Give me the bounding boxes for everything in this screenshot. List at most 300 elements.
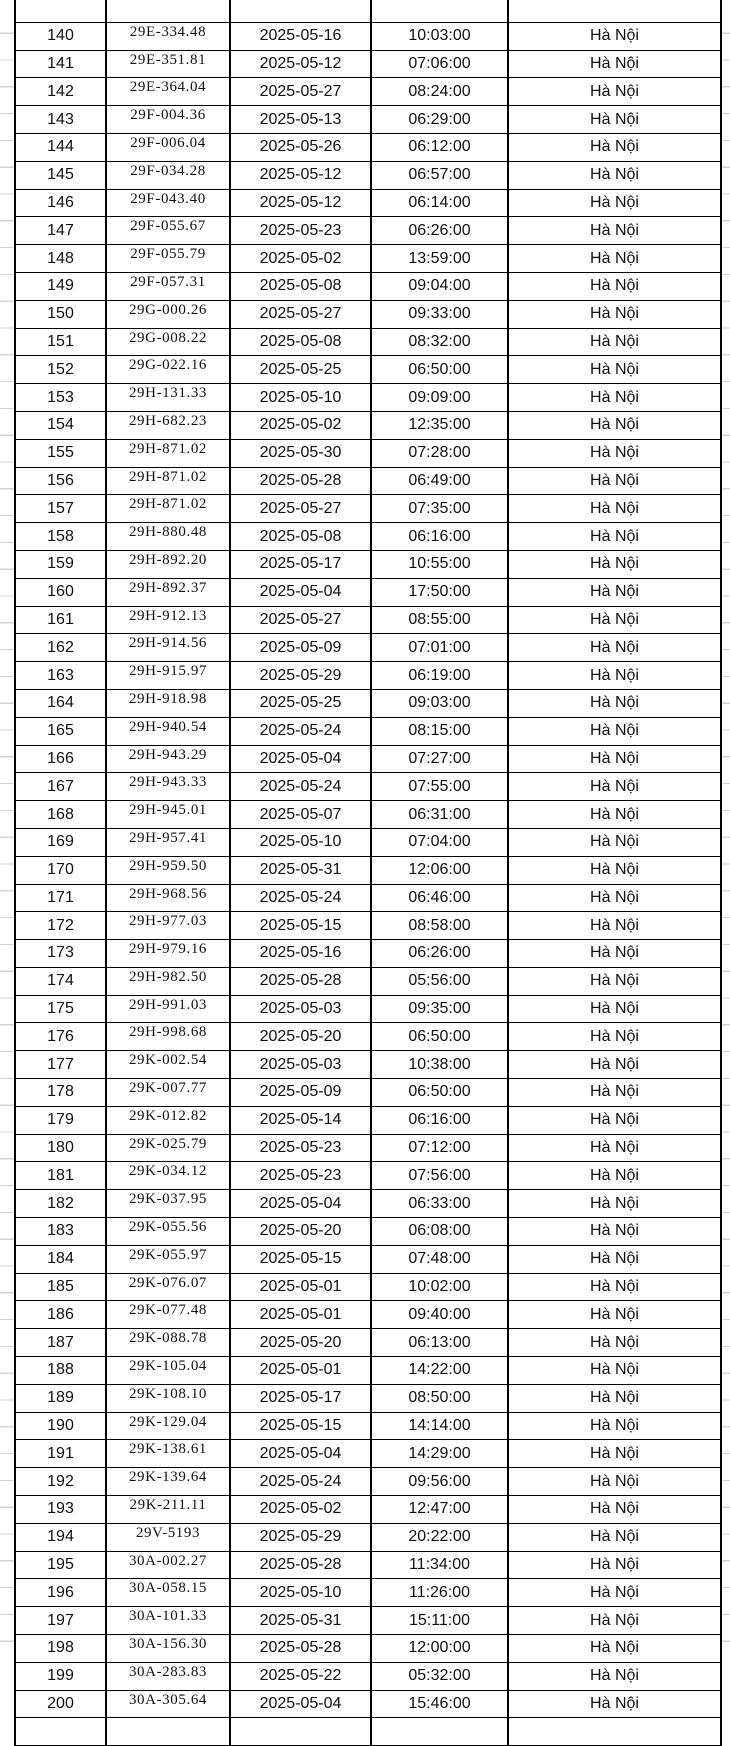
date-cell[interactable]: 2025-05-28 bbox=[230, 467, 371, 495]
row-number-cell[interactable]: 159 bbox=[15, 550, 106, 578]
time-cell[interactable]: 06:12:00 bbox=[371, 133, 508, 161]
date-cell[interactable] bbox=[230, 0, 371, 22]
plate-cell[interactable]: 29H-959.50 bbox=[106, 856, 230, 884]
time-cell[interactable]: 06:29:00 bbox=[371, 106, 508, 134]
row-number-cell[interactable]: 151 bbox=[15, 328, 106, 356]
date-cell[interactable]: 2025-05-17 bbox=[230, 550, 371, 578]
row-number-cell[interactable]: 145 bbox=[15, 161, 106, 189]
location-cell[interactable]: Hà Nội bbox=[508, 300, 721, 328]
date-cell[interactable]: 2025-05-09 bbox=[230, 1079, 371, 1107]
date-cell[interactable]: 2025-05-27 bbox=[230, 300, 371, 328]
row-number-cell[interactable]: 150 bbox=[15, 300, 106, 328]
row-number-cell[interactable]: 165 bbox=[15, 717, 106, 745]
location-cell[interactable] bbox=[508, 0, 721, 22]
location-cell[interactable]: Hà Nội bbox=[508, 940, 721, 968]
date-cell[interactable]: 2025-05-04 bbox=[230, 1690, 371, 1718]
time-cell[interactable]: 06:57:00 bbox=[371, 161, 508, 189]
date-cell[interactable]: 2025-05-28 bbox=[230, 967, 371, 995]
date-cell[interactable]: 2025-05-08 bbox=[230, 272, 371, 300]
row-number-cell[interactable]: 166 bbox=[15, 745, 106, 773]
location-cell[interactable]: Hà Nội bbox=[508, 801, 721, 829]
location-cell[interactable]: Hà Nội bbox=[508, 1496, 721, 1524]
row-number-cell[interactable]: 189 bbox=[15, 1384, 106, 1412]
plate-cell[interactable] bbox=[106, 1718, 230, 1746]
date-cell[interactable]: 2025-05-24 bbox=[230, 1468, 371, 1496]
date-cell[interactable]: 2025-05-02 bbox=[230, 411, 371, 439]
date-cell[interactable]: 2025-05-29 bbox=[230, 662, 371, 690]
date-cell[interactable]: 2025-05-29 bbox=[230, 1523, 371, 1551]
plate-cell[interactable]: 29H-914.56 bbox=[106, 634, 230, 662]
time-cell[interactable]: 08:55:00 bbox=[371, 606, 508, 634]
plate-cell[interactable]: 29H-880.48 bbox=[106, 523, 230, 551]
plate-cell[interactable]: 29H-982.50 bbox=[106, 967, 230, 995]
plate-cell[interactable]: 29H-682.23 bbox=[106, 411, 230, 439]
plate-cell[interactable]: 29G-008.22 bbox=[106, 328, 230, 356]
time-cell[interactable]: 06:14:00 bbox=[371, 189, 508, 217]
date-cell[interactable]: 2025-05-20 bbox=[230, 1023, 371, 1051]
row-number-cell[interactable]: 157 bbox=[15, 495, 106, 523]
location-cell[interactable]: Hà Nội bbox=[508, 245, 721, 273]
date-cell[interactable]: 2025-05-01 bbox=[230, 1357, 371, 1385]
location-cell[interactable]: Hà Nội bbox=[508, 1106, 721, 1134]
location-cell[interactable]: Hà Nội bbox=[508, 106, 721, 134]
time-cell[interactable]: 12:06:00 bbox=[371, 856, 508, 884]
location-cell[interactable]: Hà Nội bbox=[508, 1551, 721, 1579]
row-number-cell[interactable]: 172 bbox=[15, 912, 106, 940]
plate-cell[interactable]: 29K-025.79 bbox=[106, 1134, 230, 1162]
row-number-cell[interactable]: 142 bbox=[15, 78, 106, 106]
date-cell[interactable]: 2025-05-13 bbox=[230, 106, 371, 134]
time-cell[interactable]: 10:02:00 bbox=[371, 1273, 508, 1301]
row-number-cell[interactable]: 198 bbox=[15, 1635, 106, 1663]
location-cell[interactable]: Hà Nội bbox=[508, 578, 721, 606]
date-cell[interactable]: 2025-05-24 bbox=[230, 717, 371, 745]
time-cell[interactable]: 07:35:00 bbox=[371, 495, 508, 523]
row-number-cell[interactable]: 185 bbox=[15, 1273, 106, 1301]
time-cell[interactable]: 07:56:00 bbox=[371, 1162, 508, 1190]
time-cell[interactable]: 09:33:00 bbox=[371, 300, 508, 328]
row-number-cell[interactable]: 184 bbox=[15, 1245, 106, 1273]
time-cell[interactable]: 12:47:00 bbox=[371, 1496, 508, 1524]
location-cell[interactable]: Hà Nội bbox=[508, 1579, 721, 1607]
location-cell[interactable]: Hà Nội bbox=[508, 189, 721, 217]
row-number-cell[interactable]: 180 bbox=[15, 1134, 106, 1162]
location-cell[interactable]: Hà Nội bbox=[508, 1523, 721, 1551]
row-number-cell[interactable]: 146 bbox=[15, 189, 106, 217]
time-cell[interactable]: 10:38:00 bbox=[371, 1051, 508, 1079]
date-cell[interactable]: 2025-05-23 bbox=[230, 217, 371, 245]
plate-cell[interactable]: 29K-007.77 bbox=[106, 1079, 230, 1107]
plate-cell[interactable]: 29H-968.56 bbox=[106, 884, 230, 912]
row-number-cell[interactable]: 199 bbox=[15, 1662, 106, 1690]
date-cell[interactable]: 2025-05-12 bbox=[230, 161, 371, 189]
plate-cell[interactable]: 30A-283.83 bbox=[106, 1662, 230, 1690]
date-cell[interactable]: 2025-05-08 bbox=[230, 328, 371, 356]
plate-cell[interactable]: 29H-979.16 bbox=[106, 940, 230, 968]
date-cell[interactable]: 2025-05-25 bbox=[230, 689, 371, 717]
row-number-cell[interactable] bbox=[15, 0, 106, 22]
plate-cell[interactable]: 29H-943.33 bbox=[106, 773, 230, 801]
date-cell[interactable]: 2025-05-16 bbox=[230, 22, 371, 50]
location-cell[interactable]: Hà Nội bbox=[508, 1190, 721, 1218]
time-cell[interactable]: 08:58:00 bbox=[371, 912, 508, 940]
row-number-cell[interactable]: 196 bbox=[15, 1579, 106, 1607]
plate-cell[interactable]: 29K-012.82 bbox=[106, 1106, 230, 1134]
row-number-cell[interactable]: 193 bbox=[15, 1496, 106, 1524]
time-cell[interactable]: 06:31:00 bbox=[371, 801, 508, 829]
row-number-cell[interactable]: 176 bbox=[15, 1023, 106, 1051]
date-cell[interactable]: 2025-05-15 bbox=[230, 1245, 371, 1273]
location-cell[interactable]: Hà Nội bbox=[508, 467, 721, 495]
time-cell[interactable]: 15:46:00 bbox=[371, 1690, 508, 1718]
date-cell[interactable]: 2025-05-12 bbox=[230, 50, 371, 78]
plate-cell[interactable]: 29G-000.26 bbox=[106, 300, 230, 328]
time-cell[interactable]: 07:04:00 bbox=[371, 828, 508, 856]
location-cell[interactable]: Hà Nội bbox=[508, 1690, 721, 1718]
row-number-cell[interactable]: 148 bbox=[15, 245, 106, 273]
plate-cell[interactable] bbox=[106, 0, 230, 22]
time-cell[interactable]: 06:26:00 bbox=[371, 940, 508, 968]
time-cell[interactable]: 14:22:00 bbox=[371, 1357, 508, 1385]
plate-cell[interactable]: 29K-108.10 bbox=[106, 1384, 230, 1412]
row-number-cell[interactable]: 147 bbox=[15, 217, 106, 245]
date-cell[interactable]: 2025-05-09 bbox=[230, 634, 371, 662]
plate-cell[interactable]: 29K-139.64 bbox=[106, 1468, 230, 1496]
time-cell[interactable] bbox=[371, 1718, 508, 1746]
location-cell[interactable]: Hà Nội bbox=[508, 78, 721, 106]
date-cell[interactable]: 2025-05-20 bbox=[230, 1329, 371, 1357]
plate-cell[interactable]: 29K-055.97 bbox=[106, 1245, 230, 1273]
date-cell[interactable]: 2025-05-03 bbox=[230, 1051, 371, 1079]
plate-cell[interactable]: 29H-940.54 bbox=[106, 717, 230, 745]
location-cell[interactable]: Hà Nội bbox=[508, 1273, 721, 1301]
row-number-cell[interactable]: 181 bbox=[15, 1162, 106, 1190]
time-cell[interactable]: 06:49:00 bbox=[371, 467, 508, 495]
time-cell[interactable]: 06:46:00 bbox=[371, 884, 508, 912]
location-cell[interactable] bbox=[508, 1718, 721, 1746]
location-cell[interactable]: Hà Nội bbox=[508, 773, 721, 801]
time-cell[interactable]: 09:09:00 bbox=[371, 384, 508, 412]
time-cell[interactable]: 17:50:00 bbox=[371, 578, 508, 606]
plate-cell[interactable]: 29K-076.07 bbox=[106, 1273, 230, 1301]
row-number-cell[interactable]: 179 bbox=[15, 1106, 106, 1134]
row-number-cell[interactable]: 161 bbox=[15, 606, 106, 634]
date-cell[interactable]: 2025-05-27 bbox=[230, 606, 371, 634]
location-cell[interactable]: Hà Nội bbox=[508, 1162, 721, 1190]
plate-cell[interactable]: 29H-998.68 bbox=[106, 1023, 230, 1051]
location-cell[interactable]: Hà Nội bbox=[508, 662, 721, 690]
row-number-cell[interactable]: 141 bbox=[15, 50, 106, 78]
time-cell[interactable]: 06:08:00 bbox=[371, 1218, 508, 1246]
plate-cell[interactable]: 29H-871.02 bbox=[106, 467, 230, 495]
date-cell[interactable]: 2025-05-28 bbox=[230, 1551, 371, 1579]
date-cell[interactable]: 2025-05-04 bbox=[230, 745, 371, 773]
row-number-cell[interactable]: 149 bbox=[15, 272, 106, 300]
plate-cell[interactable]: 29E-351.81 bbox=[106, 50, 230, 78]
location-cell[interactable]: Hà Nội bbox=[508, 1023, 721, 1051]
row-number-cell[interactable]: 140 bbox=[15, 22, 106, 50]
date-cell[interactable]: 2025-05-03 bbox=[230, 995, 371, 1023]
location-cell[interactable]: Hà Nội bbox=[508, 1412, 721, 1440]
time-cell[interactable]: 09:40:00 bbox=[371, 1301, 508, 1329]
time-cell[interactable]: 06:50:00 bbox=[371, 356, 508, 384]
plate-cell[interactable]: 29H-871.02 bbox=[106, 439, 230, 467]
date-cell[interactable]: 2025-05-02 bbox=[230, 245, 371, 273]
plate-cell[interactable]: 29H-918.98 bbox=[106, 689, 230, 717]
time-cell[interactable]: 09:03:00 bbox=[371, 689, 508, 717]
time-cell[interactable]: 06:50:00 bbox=[371, 1079, 508, 1107]
time-cell[interactable]: 12:00:00 bbox=[371, 1635, 508, 1663]
row-number-cell[interactable]: 164 bbox=[15, 689, 106, 717]
location-cell[interactable]: Hà Nội bbox=[508, 1357, 721, 1385]
row-number-cell[interactable]: 143 bbox=[15, 106, 106, 134]
time-cell[interactable]: 07:12:00 bbox=[371, 1134, 508, 1162]
date-cell[interactable]: 2025-05-28 bbox=[230, 1635, 371, 1663]
date-cell[interactable]: 2025-05-10 bbox=[230, 384, 371, 412]
row-number-cell[interactable] bbox=[15, 1718, 106, 1746]
row-number-cell[interactable]: 200 bbox=[15, 1690, 106, 1718]
plate-cell[interactable]: 29H-912.13 bbox=[106, 606, 230, 634]
row-number-cell[interactable]: 177 bbox=[15, 1051, 106, 1079]
time-cell[interactable]: 10:03:00 bbox=[371, 22, 508, 50]
date-cell[interactable]: 2025-05-01 bbox=[230, 1273, 371, 1301]
time-cell[interactable]: 06:13:00 bbox=[371, 1329, 508, 1357]
date-cell[interactable]: 2025-05-26 bbox=[230, 133, 371, 161]
time-cell[interactable]: 15:11:00 bbox=[371, 1607, 508, 1635]
plate-cell[interactable]: 29K-077.48 bbox=[106, 1301, 230, 1329]
row-number-cell[interactable]: 174 bbox=[15, 967, 106, 995]
row-number-cell[interactable]: 197 bbox=[15, 1607, 106, 1635]
location-cell[interactable]: Hà Nội bbox=[508, 523, 721, 551]
location-cell[interactable]: Hà Nội bbox=[508, 606, 721, 634]
time-cell[interactable]: 09:35:00 bbox=[371, 995, 508, 1023]
row-number-cell[interactable]: 175 bbox=[15, 995, 106, 1023]
plate-cell[interactable]: 29F-055.79 bbox=[106, 245, 230, 273]
location-cell[interactable]: Hà Nội bbox=[508, 1051, 721, 1079]
time-cell[interactable]: 07:55:00 bbox=[371, 773, 508, 801]
plate-cell[interactable]: 29K-211.11 bbox=[106, 1496, 230, 1524]
location-cell[interactable]: Hà Nội bbox=[508, 328, 721, 356]
date-cell[interactable]: 2025-05-07 bbox=[230, 801, 371, 829]
date-cell[interactable]: 2025-05-15 bbox=[230, 1412, 371, 1440]
row-number-cell[interactable]: 190 bbox=[15, 1412, 106, 1440]
date-cell[interactable]: 2025-05-31 bbox=[230, 1607, 371, 1635]
row-number-cell[interactable]: 152 bbox=[15, 356, 106, 384]
plate-cell[interactable]: 29V-5193 bbox=[106, 1523, 230, 1551]
row-number-cell[interactable]: 163 bbox=[15, 662, 106, 690]
time-cell[interactable]: 07:28:00 bbox=[371, 439, 508, 467]
location-cell[interactable]: Hà Nội bbox=[508, 856, 721, 884]
time-cell[interactable]: 06:33:00 bbox=[371, 1190, 508, 1218]
date-cell[interactable]: 2025-05-10 bbox=[230, 828, 371, 856]
time-cell[interactable]: 07:27:00 bbox=[371, 745, 508, 773]
plate-cell[interactable]: 29H-977.03 bbox=[106, 912, 230, 940]
plate-cell[interactable]: 29F-055.67 bbox=[106, 217, 230, 245]
time-cell[interactable]: 05:32:00 bbox=[371, 1662, 508, 1690]
date-cell[interactable]: 2025-05-02 bbox=[230, 1496, 371, 1524]
date-cell[interactable]: 2025-05-10 bbox=[230, 1579, 371, 1607]
date-cell[interactable]: 2025-05-23 bbox=[230, 1134, 371, 1162]
time-cell[interactable]: 08:32:00 bbox=[371, 328, 508, 356]
plate-cell[interactable]: 29K-105.04 bbox=[106, 1357, 230, 1385]
location-cell[interactable]: Hà Nội bbox=[508, 1384, 721, 1412]
row-number-cell[interactable]: 167 bbox=[15, 773, 106, 801]
date-cell[interactable]: 2025-05-14 bbox=[230, 1106, 371, 1134]
location-cell[interactable]: Hà Nội bbox=[508, 50, 721, 78]
location-cell[interactable]: Hà Nội bbox=[508, 828, 721, 856]
date-cell[interactable]: 2025-05-04 bbox=[230, 1440, 371, 1468]
row-number-cell[interactable]: 155 bbox=[15, 439, 106, 467]
row-number-cell[interactable]: 186 bbox=[15, 1301, 106, 1329]
plate-cell[interactable]: 29K-129.04 bbox=[106, 1412, 230, 1440]
row-number-cell[interactable]: 183 bbox=[15, 1218, 106, 1246]
plate-cell[interactable]: 30A-156.30 bbox=[106, 1635, 230, 1663]
time-cell[interactable]: 13:59:00 bbox=[371, 245, 508, 273]
date-cell[interactable]: 2025-05-31 bbox=[230, 856, 371, 884]
location-cell[interactable]: Hà Nội bbox=[508, 995, 721, 1023]
row-number-cell[interactable]: 168 bbox=[15, 801, 106, 829]
plate-cell[interactable]: 29K-037.95 bbox=[106, 1190, 230, 1218]
time-cell[interactable]: 08:50:00 bbox=[371, 1384, 508, 1412]
plate-cell[interactable]: 30A-058.15 bbox=[106, 1579, 230, 1607]
location-cell[interactable]: Hà Nội bbox=[508, 1468, 721, 1496]
location-cell[interactable]: Hà Nội bbox=[508, 550, 721, 578]
time-cell[interactable]: 06:16:00 bbox=[371, 1106, 508, 1134]
plate-cell[interactable]: 29H-131.33 bbox=[106, 384, 230, 412]
row-number-cell[interactable]: 188 bbox=[15, 1357, 106, 1385]
location-cell[interactable]: Hà Nội bbox=[508, 133, 721, 161]
plate-cell[interactable]: 29H-871.02 bbox=[106, 495, 230, 523]
location-cell[interactable]: Hà Nội bbox=[508, 1079, 721, 1107]
time-cell[interactable]: 11:26:00 bbox=[371, 1579, 508, 1607]
plate-cell[interactable]: 29E-334.48 bbox=[106, 22, 230, 50]
row-number-cell[interactable]: 170 bbox=[15, 856, 106, 884]
plate-cell[interactable]: 30A-002.27 bbox=[106, 1551, 230, 1579]
location-cell[interactable]: Hà Nội bbox=[508, 1218, 721, 1246]
time-cell[interactable]: 05:56:00 bbox=[371, 967, 508, 995]
time-cell[interactable]: 09:56:00 bbox=[371, 1468, 508, 1496]
row-number-cell[interactable]: 173 bbox=[15, 940, 106, 968]
row-number-cell[interactable]: 144 bbox=[15, 133, 106, 161]
location-cell[interactable]: Hà Nội bbox=[508, 1329, 721, 1357]
location-cell[interactable]: Hà Nội bbox=[508, 411, 721, 439]
time-cell[interactable]: 08:15:00 bbox=[371, 717, 508, 745]
location-cell[interactable]: Hà Nội bbox=[508, 912, 721, 940]
date-cell[interactable]: 2025-05-30 bbox=[230, 439, 371, 467]
location-cell[interactable]: Hà Nội bbox=[508, 439, 721, 467]
location-cell[interactable]: Hà Nội bbox=[508, 1662, 721, 1690]
date-cell[interactable]: 2025-05-16 bbox=[230, 940, 371, 968]
location-cell[interactable]: Hà Nội bbox=[508, 356, 721, 384]
date-cell[interactable]: 2025-05-23 bbox=[230, 1162, 371, 1190]
date-cell[interactable]: 2025-05-12 bbox=[230, 189, 371, 217]
row-number-cell[interactable]: 178 bbox=[15, 1079, 106, 1107]
location-cell[interactable]: Hà Nội bbox=[508, 634, 721, 662]
plate-cell[interactable]: 29F-057.31 bbox=[106, 272, 230, 300]
plate-cell[interactable]: 29H-957.41 bbox=[106, 828, 230, 856]
date-cell[interactable]: 2025-05-27 bbox=[230, 495, 371, 523]
time-cell[interactable]: 06:16:00 bbox=[371, 523, 508, 551]
date-cell[interactable]: 2025-05-24 bbox=[230, 884, 371, 912]
plate-cell[interactable]: 29G-022.16 bbox=[106, 356, 230, 384]
location-cell[interactable]: Hà Nội bbox=[508, 22, 721, 50]
row-number-cell[interactable]: 160 bbox=[15, 578, 106, 606]
plate-cell[interactable]: 29H-943.29 bbox=[106, 745, 230, 773]
row-number-cell[interactable]: 182 bbox=[15, 1190, 106, 1218]
plate-cell[interactable]: 30A-305.64 bbox=[106, 1690, 230, 1718]
date-cell[interactable]: 2025-05-24 bbox=[230, 773, 371, 801]
location-cell[interactable]: Hà Nội bbox=[508, 495, 721, 523]
row-number-cell[interactable]: 154 bbox=[15, 411, 106, 439]
time-cell[interactable]: 10:55:00 bbox=[371, 550, 508, 578]
plate-cell[interactable]: 29H-892.20 bbox=[106, 550, 230, 578]
date-cell[interactable]: 2025-05-25 bbox=[230, 356, 371, 384]
time-cell[interactable]: 12:35:00 bbox=[371, 411, 508, 439]
location-cell[interactable]: Hà Nội bbox=[508, 217, 721, 245]
date-cell[interactable]: 2025-05-08 bbox=[230, 523, 371, 551]
row-number-cell[interactable]: 195 bbox=[15, 1551, 106, 1579]
time-cell[interactable]: 14:29:00 bbox=[371, 1440, 508, 1468]
location-cell[interactable]: Hà Nội bbox=[508, 1245, 721, 1273]
location-cell[interactable]: Hà Nội bbox=[508, 1134, 721, 1162]
location-cell[interactable]: Hà Nội bbox=[508, 161, 721, 189]
time-cell[interactable]: 06:26:00 bbox=[371, 217, 508, 245]
time-cell[interactable]: 06:50:00 bbox=[371, 1023, 508, 1051]
time-cell[interactable]: 07:48:00 bbox=[371, 1245, 508, 1273]
plate-cell[interactable]: 29K-055.56 bbox=[106, 1218, 230, 1246]
location-cell[interactable]: Hà Nội bbox=[508, 272, 721, 300]
location-cell[interactable]: Hà Nội bbox=[508, 745, 721, 773]
time-cell[interactable]: 08:24:00 bbox=[371, 78, 508, 106]
plate-cell[interactable]: 29F-004.36 bbox=[106, 106, 230, 134]
location-cell[interactable]: Hà Nội bbox=[508, 1440, 721, 1468]
date-cell[interactable]: 2025-05-15 bbox=[230, 912, 371, 940]
time-cell[interactable]: 07:01:00 bbox=[371, 634, 508, 662]
row-number-cell[interactable]: 171 bbox=[15, 884, 106, 912]
time-cell[interactable]: 06:19:00 bbox=[371, 662, 508, 690]
row-number-cell[interactable]: 169 bbox=[15, 828, 106, 856]
location-cell[interactable]: Hà Nội bbox=[508, 689, 721, 717]
location-cell[interactable]: Hà Nội bbox=[508, 884, 721, 912]
date-cell[interactable]: 2025-05-17 bbox=[230, 1384, 371, 1412]
plate-cell[interactable]: 30A-101.33 bbox=[106, 1607, 230, 1635]
date-cell[interactable]: 2025-05-01 bbox=[230, 1301, 371, 1329]
row-number-cell[interactable]: 191 bbox=[15, 1440, 106, 1468]
location-cell[interactable]: Hà Nội bbox=[508, 384, 721, 412]
plate-cell[interactable]: 29K-002.54 bbox=[106, 1051, 230, 1079]
row-number-cell[interactable]: 156 bbox=[15, 467, 106, 495]
plate-cell[interactable]: 29K-138.61 bbox=[106, 1440, 230, 1468]
time-cell[interactable]: 11:34:00 bbox=[371, 1551, 508, 1579]
row-number-cell[interactable]: 162 bbox=[15, 634, 106, 662]
time-cell[interactable]: 14:14:00 bbox=[371, 1412, 508, 1440]
plate-cell[interactable]: 29H-892.37 bbox=[106, 578, 230, 606]
location-cell[interactable]: Hà Nội bbox=[508, 1635, 721, 1663]
location-cell[interactable]: Hà Nội bbox=[508, 1607, 721, 1635]
location-cell[interactable]: Hà Nội bbox=[508, 717, 721, 745]
plate-cell[interactable]: 29F-043.40 bbox=[106, 189, 230, 217]
row-number-cell[interactable]: 158 bbox=[15, 523, 106, 551]
time-cell[interactable]: 20:22:00 bbox=[371, 1523, 508, 1551]
date-cell[interactable]: 2025-05-22 bbox=[230, 1662, 371, 1690]
row-number-cell[interactable]: 194 bbox=[15, 1523, 106, 1551]
plate-cell[interactable]: 29H-991.03 bbox=[106, 995, 230, 1023]
plate-cell[interactable]: 29K-034.12 bbox=[106, 1162, 230, 1190]
plate-cell[interactable]: 29E-364.04 bbox=[106, 78, 230, 106]
row-number-cell[interactable]: 187 bbox=[15, 1329, 106, 1357]
plate-cell[interactable]: 29F-006.04 bbox=[106, 133, 230, 161]
location-cell[interactable]: Hà Nội bbox=[508, 967, 721, 995]
